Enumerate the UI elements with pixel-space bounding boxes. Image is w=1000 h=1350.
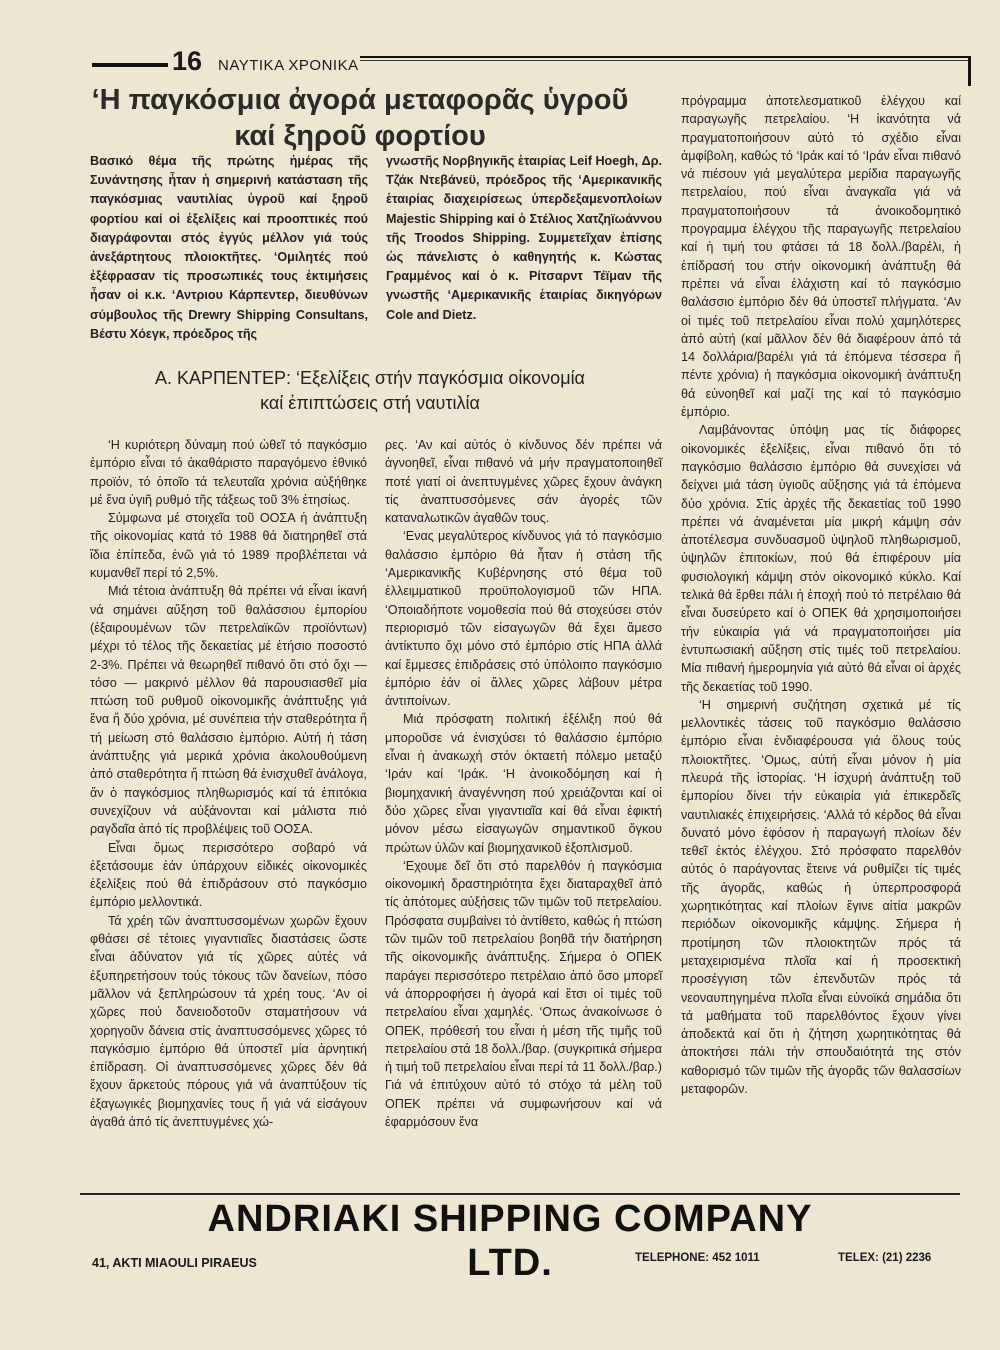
advert-divider bbox=[80, 1193, 960, 1195]
text-column-left bbox=[90, 436, 367, 1131]
article-lead-left: Βασικό θέμα τῆς πρώτης ἡμέρας τῆς Συνάντησης ἦταν ἡ σημερινή κατάσταση τῆς παγκόσμιας ναυτιλίας ὑγροῦ καί ξηροῦ φορτίου καί οἱ ἐξελίξεις καί προοπτικές πού διαγράφονται στός ἐγγύς μέλλον γιά τούς ἀνεξάρτητους πλοιοκτῆτες. ‘Ομιλητές πού ἐξέφρασαν τίς προσωπικές τους ἐκτιμήσεις ἦσαν οἱ κ.κ. ‘Αντριου Κάρπεντερ, διευθύνων σύμβουλος τῆς Drewry Shipping Consultans, Βέστυ Χόεγκ, πρόεδρος τῆς bbox=[90, 154, 368, 341]
paragraph: πρόγραμμα ἀποτελεσματικοῦ ἐλέγχου καί παραγωγῆς πετρελαίου. ‘Η ἱκανότητα νά πραγματοποιήσουν αὐτό τό σχέδιο εἶναι ἀμφίβολη, καθώς τό ‘Ιράκ καί τό ‘Ιράν εἶναι πιθανό νά πιέσουν γιά μεγαλύτερα μερίδια παραγωγῆς πετρελαίου, πού εἶναι ἀναγκαῖα γιά νά πραγματοποιήσουν τά ἀνοικοδομητικό προγραμμα ἐλέγχου τῆς παραγωγῆς πετρελαίου καί ἡ τιμή του φτάσει τά 18 δολλ./βαρέλι, ἡ ἐπίδρασή του στήν οἰκονομική ἀνάπτυξη θά πρέπει νά εἶναι ἐλάχιστη καί τό παγκόσμιο θαλάσσιο ἐμπόριο δέν θά ὑποστεῖ πλήγματα. ‘Αν οἱ τιμές τοῦ πετρελαίου εἶναι πολύ χαμηλότερες ἀπό αὐτή (καί μᾶλλον δέν θά διαφέρουν ἀπό τά 14 δολλάρια/βαρέλι γιά τά ἑπόμενα τέσσερα ἤ πέντε χρόνια) ἡ παγκόσμια οἰκονομική ἀνάπτυξη θά εὐνοηθεῖ καί μαζί της καί τό παγκόσμιο ἐμπόριο. bbox=[681, 94, 961, 420]
header-rule-right-thin bbox=[360, 60, 970, 61]
advert-telex: TELEX: (21) 2236 bbox=[838, 1252, 932, 1264]
advert-address: 41, AKTI MIAOULI PIRAEUS bbox=[92, 1256, 257, 1270]
paragraph: Εἶναι ὅμως περισσότερο σοβαρό νά ἐξετάσουμε ἐάν ὑπάρχουν εἰδικές οἰκονομικές ἐξελίξεις πού θά ἐπιδράσουν στό παγκόσμιο ἐμπόριο μελλοντικά. bbox=[90, 840, 367, 910]
paragraph: Τά χρέη τῶν ἀναπτυσσομένων χωρῶν ἔχουν φθάσει σέ τέτοιες γιγαντιαῖες διαστάσεις ὥστε εἶναι ἀδύνατον γιά τίς χῶρες αὐτές νά ἐξυπηρετήσουν τούς τόκους τῶν δανείων, πόσο μᾶλλον νά ξεπληρώσουν τά χρέη τους. ‘Αν οἱ χῶρες πού δανειοδοτοῦν σταματήσουν νά χορηγοῦν δάνεια στίς ἀναπτυσσόμενες χῶρες τό παγκόσμιο ἐμπόριο θά ὑποστεῖ μία ἀρνητική ἐπίδραση. Οἱ ἀναπτυσσόμενες χῶρες δέν θά ἔχουν ἄρκετούς πόρους γιά νά ἀναπτύξουν τίς ἐξαγωγικές βιομηχανίες τους ἤ γιά νά εἰσάγουν ἀγαθά ἀπό τίς ἀνεπτυγμένες χώ- bbox=[90, 913, 367, 1129]
article-title-line2: καί ξηροῦ φορτίου bbox=[234, 120, 486, 152]
paragraph: Σύμφωνα μέ στοιχεῖα τοῦ ΟΟΣΑ ἡ ἀνάπτυξη τῆς οἰκονομίας κατά τό 1988 θά διατηρηθεῖ στά ἴδια ἐπίπεδα, ἐνῶ γιά τό 1989 προβλέπεται νά κυμανθεῖ περί τό 2,5%. bbox=[90, 511, 367, 581]
header-rule-right bbox=[360, 56, 970, 58]
paragraph: ‘Η σημερινή συζήτηση σχετικά μέ τίς μελλοντικές τάσεις τοῦ παγκόσμιο θαλάσσιο ἐμπόριο εἶναι ἐνδιαφέρουσα γιά ὅλους τούς πλοιοκτῆτες. ‘Ομως, αὐτή εἶναι μόνον ἡ μία πλευρά τῆς ἱστορίας. ‘Η ἰσχυρή ἀνάπτυξη τοῦ ἐμπορίου δίνει τήν εὐκαιρία γιά ἐπικερδεῖς ναυτιλιακές ἐπιχειρήσεις. ‘Αλλά τό κέρδος θά εἶναι δυνατό μόνο ἐφόσον ἡ παραγωγή πλοίων δέν τεθεῖ ἐκτός ἐλέγχου. Στό πρόσφατο παρελθόν αὐτός ὁ παράγοντας ἔτεινε νά ρυθμίζει τίς τιμές τῆς ἀγορᾶς, καθώς ἡ ὑπερπροσφορά χωρητικότητας καί πλοίων ἔγινε αἰτία μακρῶν περιόδων οἰκονομικῆς κάμψης. Σήμερα ἡ προτίμηση τῶν πλοιοκτητῶν πρός τά μεταχειρισμένα πλοῖα καί ἡ προσεκτική προσέγγιση τῶν ἐπενδυτῶν πρός τά νεοναυπηγημένα πλοῖα εἶναι εὐνοϊκά σημάδια ὅτι τά μαθήματα τοῦ παρελθόντος ἔχουν γίνει ἀποδεκτά καί ὅτι ἡ ζήτηση χωρητικότητας θά ἀποκτήσει πάλι τήν σπουδαιότητά της στόν καθορισμό τῶν τιμῶν τῆς ἀγορᾶς τῶν θαλασσίων μεταφορῶν. bbox=[681, 697, 961, 1097]
paragraph: Μιά τέτοια ἀνάπτυξη θά πρέπει νά εἶναι ἱκανή νά σημάνει αὔξηση τοῦ θαλάσσιου ἐμπορίου (ἐξαιρουμένων τῶν πετρελαϊκῶν προϊόντων) μέχρι τό τέλος τῆς δεκαετίας μέ ἐτήσιο ποσοστό 2-3%. Πρέπει νά θεωρηθεῖ πιθανό ὅτι στό ὄχι — τόσο — μακρινό μέλλον θά παρουσιασθεῖ μία πτώση τοῦ ρυθμοῦ οἰκονομικῆς ἀνάπτυξης γιά ἕνα ἤ δύο χρόνια, μέ συνέπεια τήν σταθερότητα ἤ τή μείωση στό θαλάσσιο ἐμπόριο. Αὐτή ἡ τάση ἀνάπτυξης γιά μερικά χρόνια ἀκολουθούμενη ἀπό σταθερότητα ἤ πτώση θά ἐνισχυθεῖ ἀνάλογα, ἄν ὁ παγκόσμιος πληθωρισμός καί τά ἐπιτόκια συνεχίζουν νά αὐξάνονται καί μάλιστα πιό ραγδαῖα ἀπό τίς προβλέψεις τοῦ ΟΟΣΑ. bbox=[90, 584, 367, 837]
publication-title: ΝΑΥΤΙΚΑ ΧΡΟΝΙΚΑ bbox=[218, 57, 359, 74]
header-rule-left bbox=[92, 63, 168, 67]
header-rule-end bbox=[968, 56, 971, 86]
paragraph: Μιά πρόσφατη πολιτική ἐξέλιξη πού θά μποροῦσε νά ἐνισχύσει τό θαλάσσιο ἐμπόριο εἶναι ἡ ἀνακωχή στόν ὀκταετή πόλεμο μεταξύ ‘Ιράν καί ‘Ιράκ. ‘Η ἀνοικοδόμηση καί ἡ βιομηχανική ἀναγέννηση πού χρειάζονται καί οἱ δύο χῶρες εἶναι γιγαντιαῖα καί θά εἶναι ἐφικτή μόνον μέσω εἰσαγωγῶν σημαντικοῦ ὄγκου πρώτων ὑλῶν καί βιομηχανικοῦ ἐξοπλισμοῦ. bbox=[385, 712, 662, 855]
section-subtitle bbox=[90, 366, 650, 416]
text-column-middle bbox=[385, 436, 662, 1131]
article-title bbox=[60, 82, 660, 154]
paragraph: ‘Εχουμε δεῖ ὅτι στό παρελθόν ἡ παγκόσμια οἰκονομική δραστηριότητα ἔχει διαταραχθεῖ ἀπό τίς ἀπότομες αὐξήσεις τῶν τιμῶν τοῦ πετρελαίου. Πρόσφατα συμβαίνει τό ἀντίθετο, καθώς ἡ πτώση τῶν τιμῶν τοῦ πετρελαίου βοηθᾶ τήν διατήρηση τῆς οἰκονομικῆς ἀνάπτυξης. Σήμερα ὁ ΟΠΕΚ παράγει περισσότερο πετρέλαιο ἀπό ὅσο μπορεῖ νά ἀπορροφήσει ἡ ἀγορά καί ἔτσι οἱ τιμές τοῦ πετρελαίου εἶναι χαμηλές. ‘Οπως ἀνακοίνωσε ὁ ΟΠΕΚ, πρόθεσή του εἶναι ἡ μέση τῆς τιμῆς τοῦ πετρελαίου στά 18 δολλ./βαρ. (συγκριτικά σήμερα ἡ τιμή τοῦ πετρελαίου εἶναι περί τά 11 δολλ./βαρ.) Γιά νά ἐπιτύχουν αὐτό τό στόχο τά μέλη τοῦ ΟΠΕΚ πρέπει νά συμφωνήσουν καί νά ἐφαρμόσουν ἕνα bbox=[385, 858, 662, 1129]
advert-telephone: TELEPHONE: 452 1011 bbox=[635, 1252, 760, 1264]
article-title-line1: ‘Η παγκόσμια ἀγορά μεταφορᾶς ὑγροῦ bbox=[91, 84, 629, 116]
advert-company-name: ANDRIAKI SHIPPING COMPANY LTD. bbox=[207, 1198, 813, 1284]
section-subtitle-line2: καί ἐπιπτώσεις στή ναυτιλία bbox=[260, 393, 480, 413]
paragraph: Λαμβάνοντας ὑπόψη μας τίς διάφορες οἰκονομικές ἐξελίξεις, εἶναι πιθανό ὅτι τό παγκόσμιο θαλάσσιο ἐμπόριο θά συνεχίσει νά δείχνει μιά τάση ὑγιοῦς αὔξησης γιά τά ἑπόμενα δύο χρόνια. Στίς ἀρχές τῆς δεκαετίας τοῦ 1990 πρέπει νά ἀναμένεται μία μικρή κάμψη σάν ἀποτέλεσμα συνδυασμοῦ ὑψηλοῦ πληθωρισμοῦ, ὑψηλῶν ἐπιτοκίων, πού θά ἐπιφέρουν μία φυσιολογική κάμψη στόν οἰκονομικό κύκλο. Καί τελικά θά ἔρθει πάλι ἡ ἐποχή πού τό πετρέλαιο θά εἶναι δυσεύρετο καί ὁ ΟΠΕΚ θά χρησιμοποιήσει τήν εὐκαιρία γιά νά πραγματοποιήσει μία ἐντυπωσιακή αὔξηση στίς τιμές τοῦ πετρελαίου. Μία πιθανή ἡμερομηνία γιά αὐτό θά εἶναι οἱ ἀρχές τῆς δεκαετίας τοῦ 1990. bbox=[681, 423, 961, 694]
section-subtitle-line1: Α. ΚΑΡΠΕΝΤΕΡ: ‘Εξελίξεις στήν παγκόσμια οἰκονομία bbox=[155, 368, 585, 388]
article-lead-middle: γνωστῆς Νορβηγικῆς ἑταιρίας Leif Hoegh, Δρ. Τζάκ Ντεβάνεϋ, πρόεδρος τῆς ‘Αμερικανικῆς ἑταιρίας διαχειρίσεως ὑπερδεξαμενοπλοίων Majestic Shipping καί ὁ Στέλιος Χατζηϊωάννου τῆς Troodos Shipping. Συμμετεῖχαν ἐπίσης ὡς πάνελιστς ὁ καθηγητής κ. Κώστας Γραμμένος καί ὁ κ. Ρίτσαρντ Τέϊμαν τῆς γνωστῆς ‘Αμερικανικῆς ἑταιρίας δικηγόρων Cole and Dietz. bbox=[386, 154, 662, 322]
paragraph: ‘Ενας μεγαλύτερος κίνδυνος γιά τό παγκόσμιο θαλάσσιο ἐμπόριο θά ἦταν ἡ στάση τῆς ‘Αμερικανικῆς Κυβέρνησης στό θέμα τοῦ ἐλλειμματικοῦ προϋπολογισμοῦ τῶν ΗΠΑ. ‘Οποιαδήποτε νομοθεσία πού θά στοχεύσει στόν περιορισμό τῶν εἰσαγωγῶν θά ἔχει ἄμεσο ἀντίκτυπο ὄχι μόνο στό ἐμπόριο στίς ΗΠΑ ἀλλά καί ἔμμεσες ἐπιδράσεις στό ὑπόλοιπο παγκόσμιο ἐμπόριο ἐάν οἱ ἄλλες χῶρες λάβουν μέτρα ἀντιποίνων. bbox=[385, 529, 662, 709]
paragraph: ‘Η κυριότερη δύναμη πού ὠθεῖ τό παγκόσμιο ἐμπόριο εἶναι τό ἀκαθάριστο παραγόμενο ἐθνικό προϊόν, τό ὁποῖο τά τελευταῖα χρόνια αὐξήθηκε μέ ἕνα ὑγιῆ ρυθμό τῆς τάξεως τοῦ 3% ἐτησίως. bbox=[90, 438, 367, 507]
page-number: 16 bbox=[172, 46, 203, 76]
text-column-right bbox=[681, 92, 961, 1098]
paragraph: ρες. ‘Αν καί αὐτός ὁ κίνδυνος δέν πρέπει νά ἀγνοηθεῖ, εἶναι πιθανό νά μήν πραγματοποιηθεῖ ποτέ γιατί οἱ ἀνεπτυγμένες χῶρες ἔχουν ἀνάγκη τίς ἀναπτυσσόμενες σάν ἀγορές τῶν καταναλωτικῶν ἀγαθῶν τους. bbox=[385, 438, 662, 526]
